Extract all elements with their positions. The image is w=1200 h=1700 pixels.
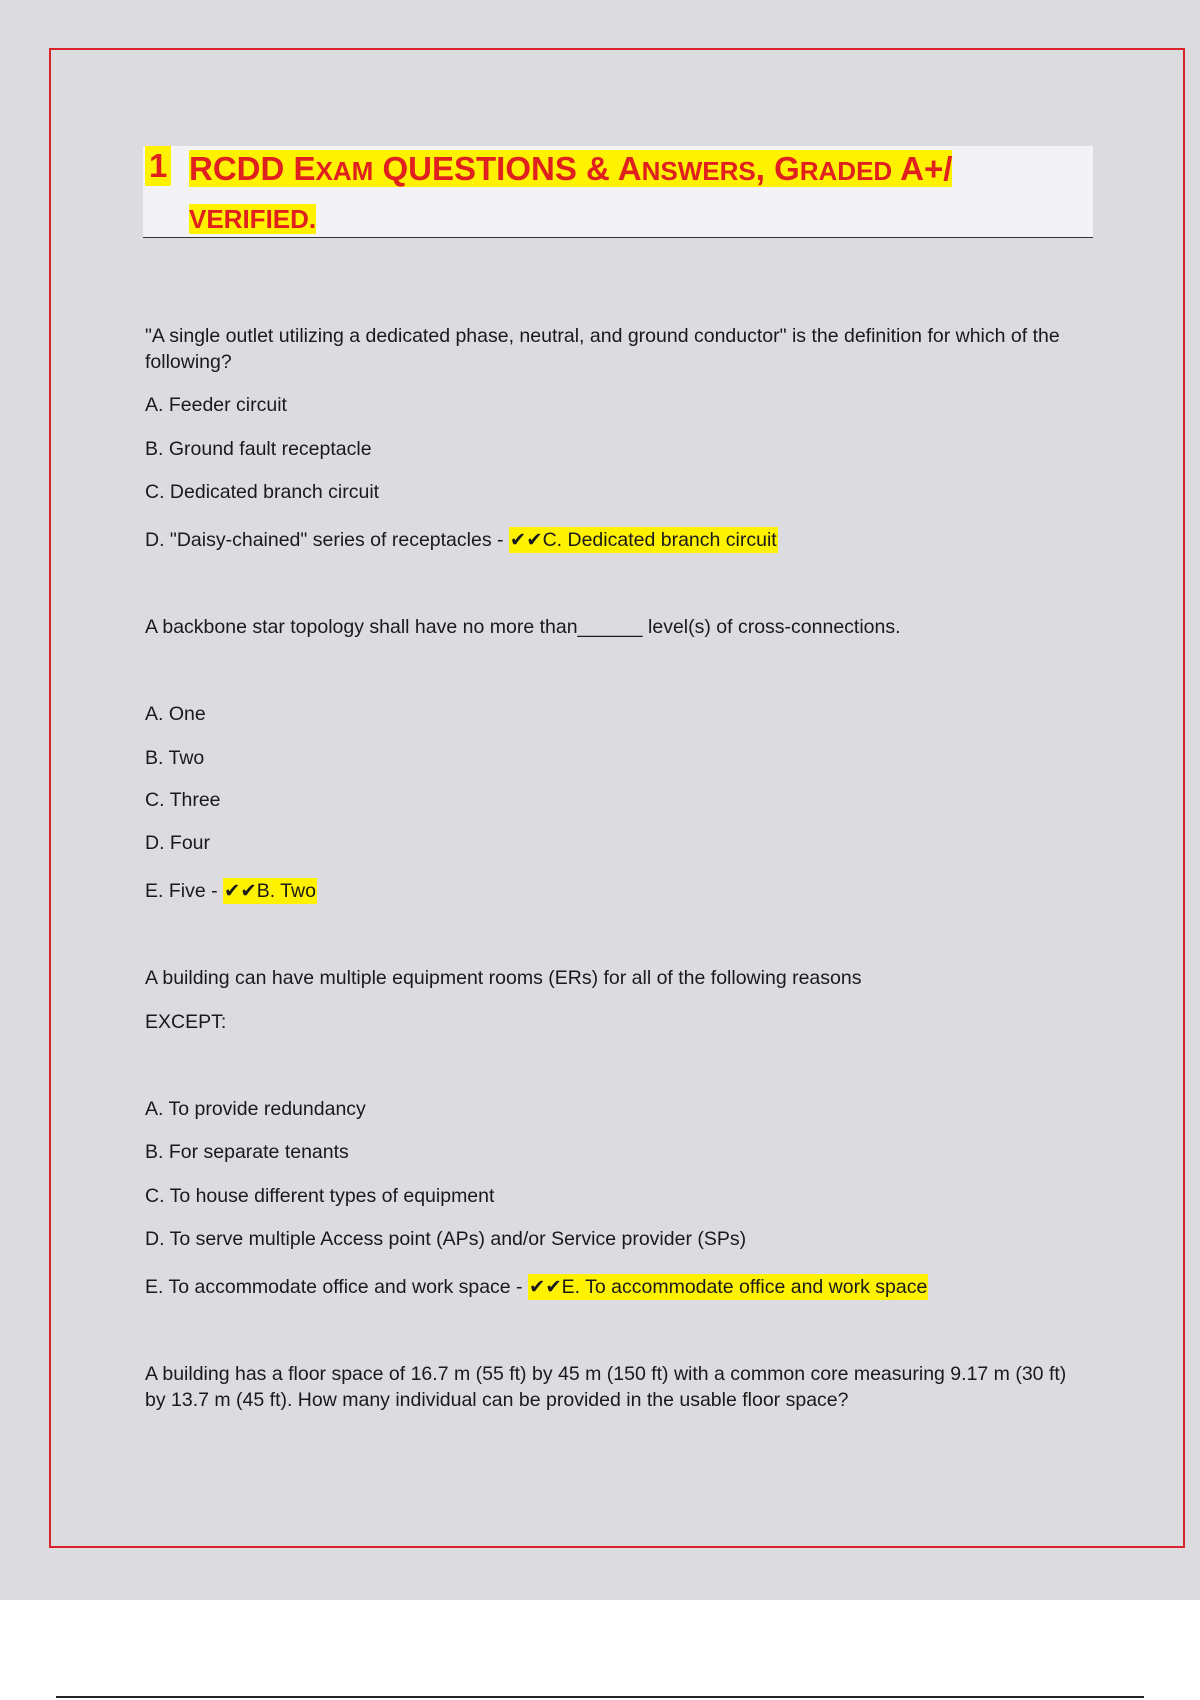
question-2-option-c: C. Three: [145, 789, 221, 811]
question-1-text: "A single outlet utilizing a dedicated phase, neutral, and ground conductor" is the definition for which of the following?: [145, 325, 1060, 373]
question-4-text: A building has a floor space of 16.7 m (55 ft) by 45 m (150 ft) with a common core measuring 9.17 m (30 ft) by 13.7 m (45 ft). How many individual can be provided in the usable floor space?: [145, 1363, 1067, 1411]
footer-rule: [56, 1696, 1144, 1698]
question-2-option-d: D. Four: [145, 832, 211, 854]
heading-number: 1: [145, 146, 171, 186]
question-1-option-b: B. Ground fault receptacle: [145, 438, 372, 460]
question-3-text: A building can have multiple equipment rooms (ERs) for all of the following reasons: [145, 967, 862, 989]
question-1-option-a: A. Feeder circuit: [145, 394, 287, 416]
question-2-option-b: B. Two: [145, 747, 205, 769]
question-2-option-a: A. One: [145, 703, 206, 725]
question-3-option-b: B. For separate tenants: [145, 1141, 349, 1163]
question-3-option-c: C. To house different types of equipment: [145, 1185, 495, 1207]
question-1-option-c: C. Dedicated branch circuit: [145, 481, 380, 503]
question-2-answer: ✔✔B. Two: [224, 880, 316, 902]
question-1-option-d: D. "Daisy-chained" series of receptacles - ✔✔C. Dedicated branch circuit: [145, 529, 777, 551]
page-title: RCDD EXAM QUESTIONS & ANSWERS, GRADED A+/ VERIFIED.: [189, 150, 953, 234]
question-3-option-a: A. To provide redundancy: [145, 1098, 366, 1120]
question-3-option-e: E. To accommodate office and work space - ✔✔E. To accommodate office and work space: [145, 1276, 928, 1298]
question-3-answer: ✔✔E. To accommodate office and work space: [528, 1276, 928, 1298]
question-2-text: A backbone star topology shall have no more than______ level(s) of cross-connections.: [145, 616, 901, 638]
question-2-option-e: E. Five - ✔✔B. Two: [145, 880, 316, 902]
question-1-answer: ✔✔C. Dedicated branch circuit: [509, 529, 777, 551]
title-verified: VERIFIED.: [189, 204, 317, 234]
question-3-except: EXCEPT:: [145, 1011, 227, 1033]
question-3-option-d: D. To serve multiple Access point (APs) and/or Service provider (SPs): [145, 1228, 747, 1250]
